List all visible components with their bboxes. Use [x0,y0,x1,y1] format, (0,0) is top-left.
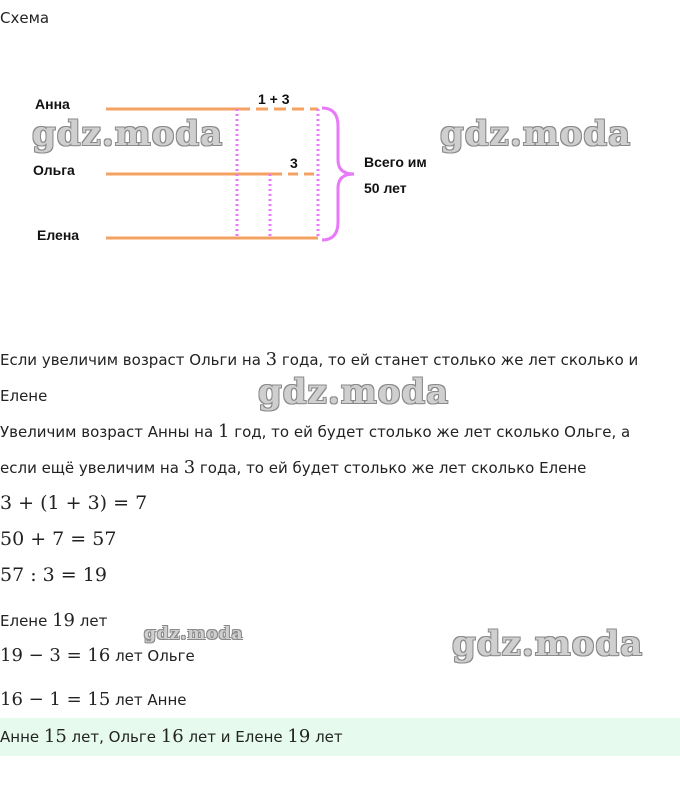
watermark: gdz.moda [144,624,244,644]
watermark: gdz.moda [258,372,450,412]
equation: 57 : 3 = 19 [0,564,107,586]
label-olga: Ольга [33,162,75,178]
total-label-line1: Всего им [364,154,427,170]
explanation-line: Если увеличим возраст Ольги на 3 года, то ей станет столько же лет сколько и [0,349,639,370]
curly-brace [322,108,354,240]
answer-box [0,718,680,756]
label-olga-gap: 3 [290,155,298,171]
label-anna-gap: 1 + 3 [258,91,290,107]
label-anna: Анна [35,96,70,112]
result-anna: 16 − 1 = 15 лет Анне [0,689,187,710]
equation: 3 + (1 + 3) = 7 [0,492,148,514]
answer-text: Анне 15 лет, Ольге 16 лет и Елене 19 лет [0,726,343,747]
explanation-line: Елене [0,387,48,405]
result-olga: 19 − 3 = 16 лет Ольге [0,645,195,666]
section-title: Схема [0,9,50,27]
explanation-line: Увеличим возраст Анны на 1 год, то ей будет столько же лет сколько Ольге, а [0,421,631,442]
label-elena: Елена [37,227,80,243]
watermark: gdz.moda [440,114,632,154]
result-elena: Елене 19 лет [0,610,108,631]
equation: 50 + 7 = 57 [0,528,117,550]
watermark: gdz.moda [32,114,224,154]
total-label-line2: 50 лет [364,180,407,196]
watermark: gdz.moda [452,624,644,664]
explanation-line: если ещё увеличим на 3 года, то ей будет столько же лет сколько Елене [0,457,587,478]
